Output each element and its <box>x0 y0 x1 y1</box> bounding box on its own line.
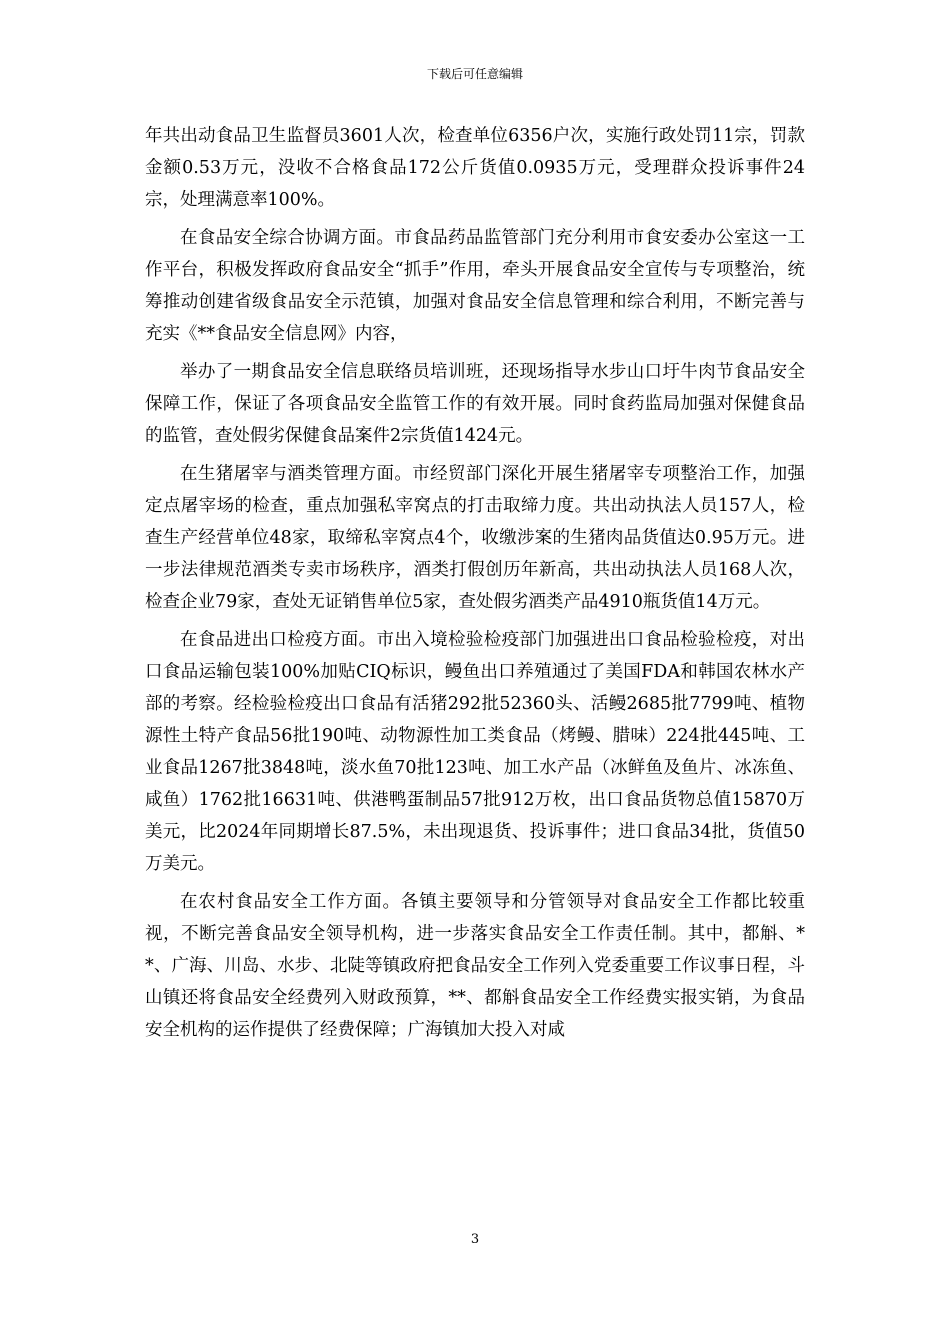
page-header: 下载后可任意编辑 <box>426 67 523 81</box>
paragraph-continued: 年共出动食品卫生监督员3601人次，检查单位6356户次，实施行政处罚11宗，罚款金额0.53万元，没收不合格食品172公斤货值0.0935万元，受理群众投诉事件24宗，处理满意率100%。 <box>145 126 805 210</box>
paragraph-training: 举办了一期食品安全信息联络员培训班，还现场指导水步山口圩牛肉节食品安全保障工作，保证了各项食品安全监管工作的有效开展。同时食药监局加强对保健食品的监管，查处假劣保健食品案件2宗货值1424元。 <box>145 362 805 446</box>
paragraph-rural: 在农村食品安全工作方面。各镇主要领导和分管领导对食品安全工作都比较重视，不断完善食品安全领导机构，进一步落实食品安全工作责任制。其中，都斛、**、广海、川岛、水步、北陡等镇政府把食品安全工作列入党委重要工作议事日程，斗山镇还将食品安全经费列入财政预算，**、都斛食品安全工作经费实报实销，为食品安全机构的运作提供了经费保障；广海镇加大投入对咸 <box>145 892 805 1040</box>
page-number: 3 <box>470 1232 480 1247</box>
paragraph-import-export: 在食品进出口检疫方面。市出入境检验检疫部门加强进出口食品检验检疫，对出口食品运输包装100%加贴CIQ标识，鳗鱼出口养殖通过了美国FDA和韩国农林水产部的考察。经检验检疫出口食品有活猪292批52360头、活鳗2685批7799吨、植物源性土特产食品56批190吨、动物源性加工类食品（烤鳗、腊味）224批445吨、工业食品1267批3848吨，淡水鱼70批123吨、加工水产品（冰鲜鱼及鱼片、冰冻鱼、咸鱼）1762批16631吨、供港鸭蛋制品57批912万枚，出口食品货物总值15870万美元，比2024年同期增长87.5%，未出现退货、投诉事件；进口食品34批，货值50万美元。 <box>145 630 805 874</box>
paragraph-slaughter-liquor: 在生猪屠宰与酒类管理方面。市经贸部门深化开展生猪屠宰专项整治工作，加强定点屠宰场的检查，重点加强私宰窝点的打击取缔力度。共出动执法人员157人，检查生产经营单位48家，取缔私宰窝点4个，收缴涉案的生猪肉品货值达0.95万元。进一步法律规范酒类专卖市场秩序，酒类打假创历年新高，共出动执法人员168人次，检查企业79家，查处无证销售单位5家，查处假劣酒类产品4910瓶货值14万元。 <box>145 464 805 612</box>
paragraph-coordination: 在食品安全综合协调方面。市食品药品监管部门充分利用市食安委办公室这一工作平台，积极发挥政府食品安全“抓手”作用，牵头开展食品安全宣传与专项整治，统筹推动创建省级食品安全示范镇，加强对食品安全信息管理和综合利用，不断完善与充实《**食品安全信息网》内容， <box>145 228 805 344</box>
document-body <box>145 120 805 1052</box>
